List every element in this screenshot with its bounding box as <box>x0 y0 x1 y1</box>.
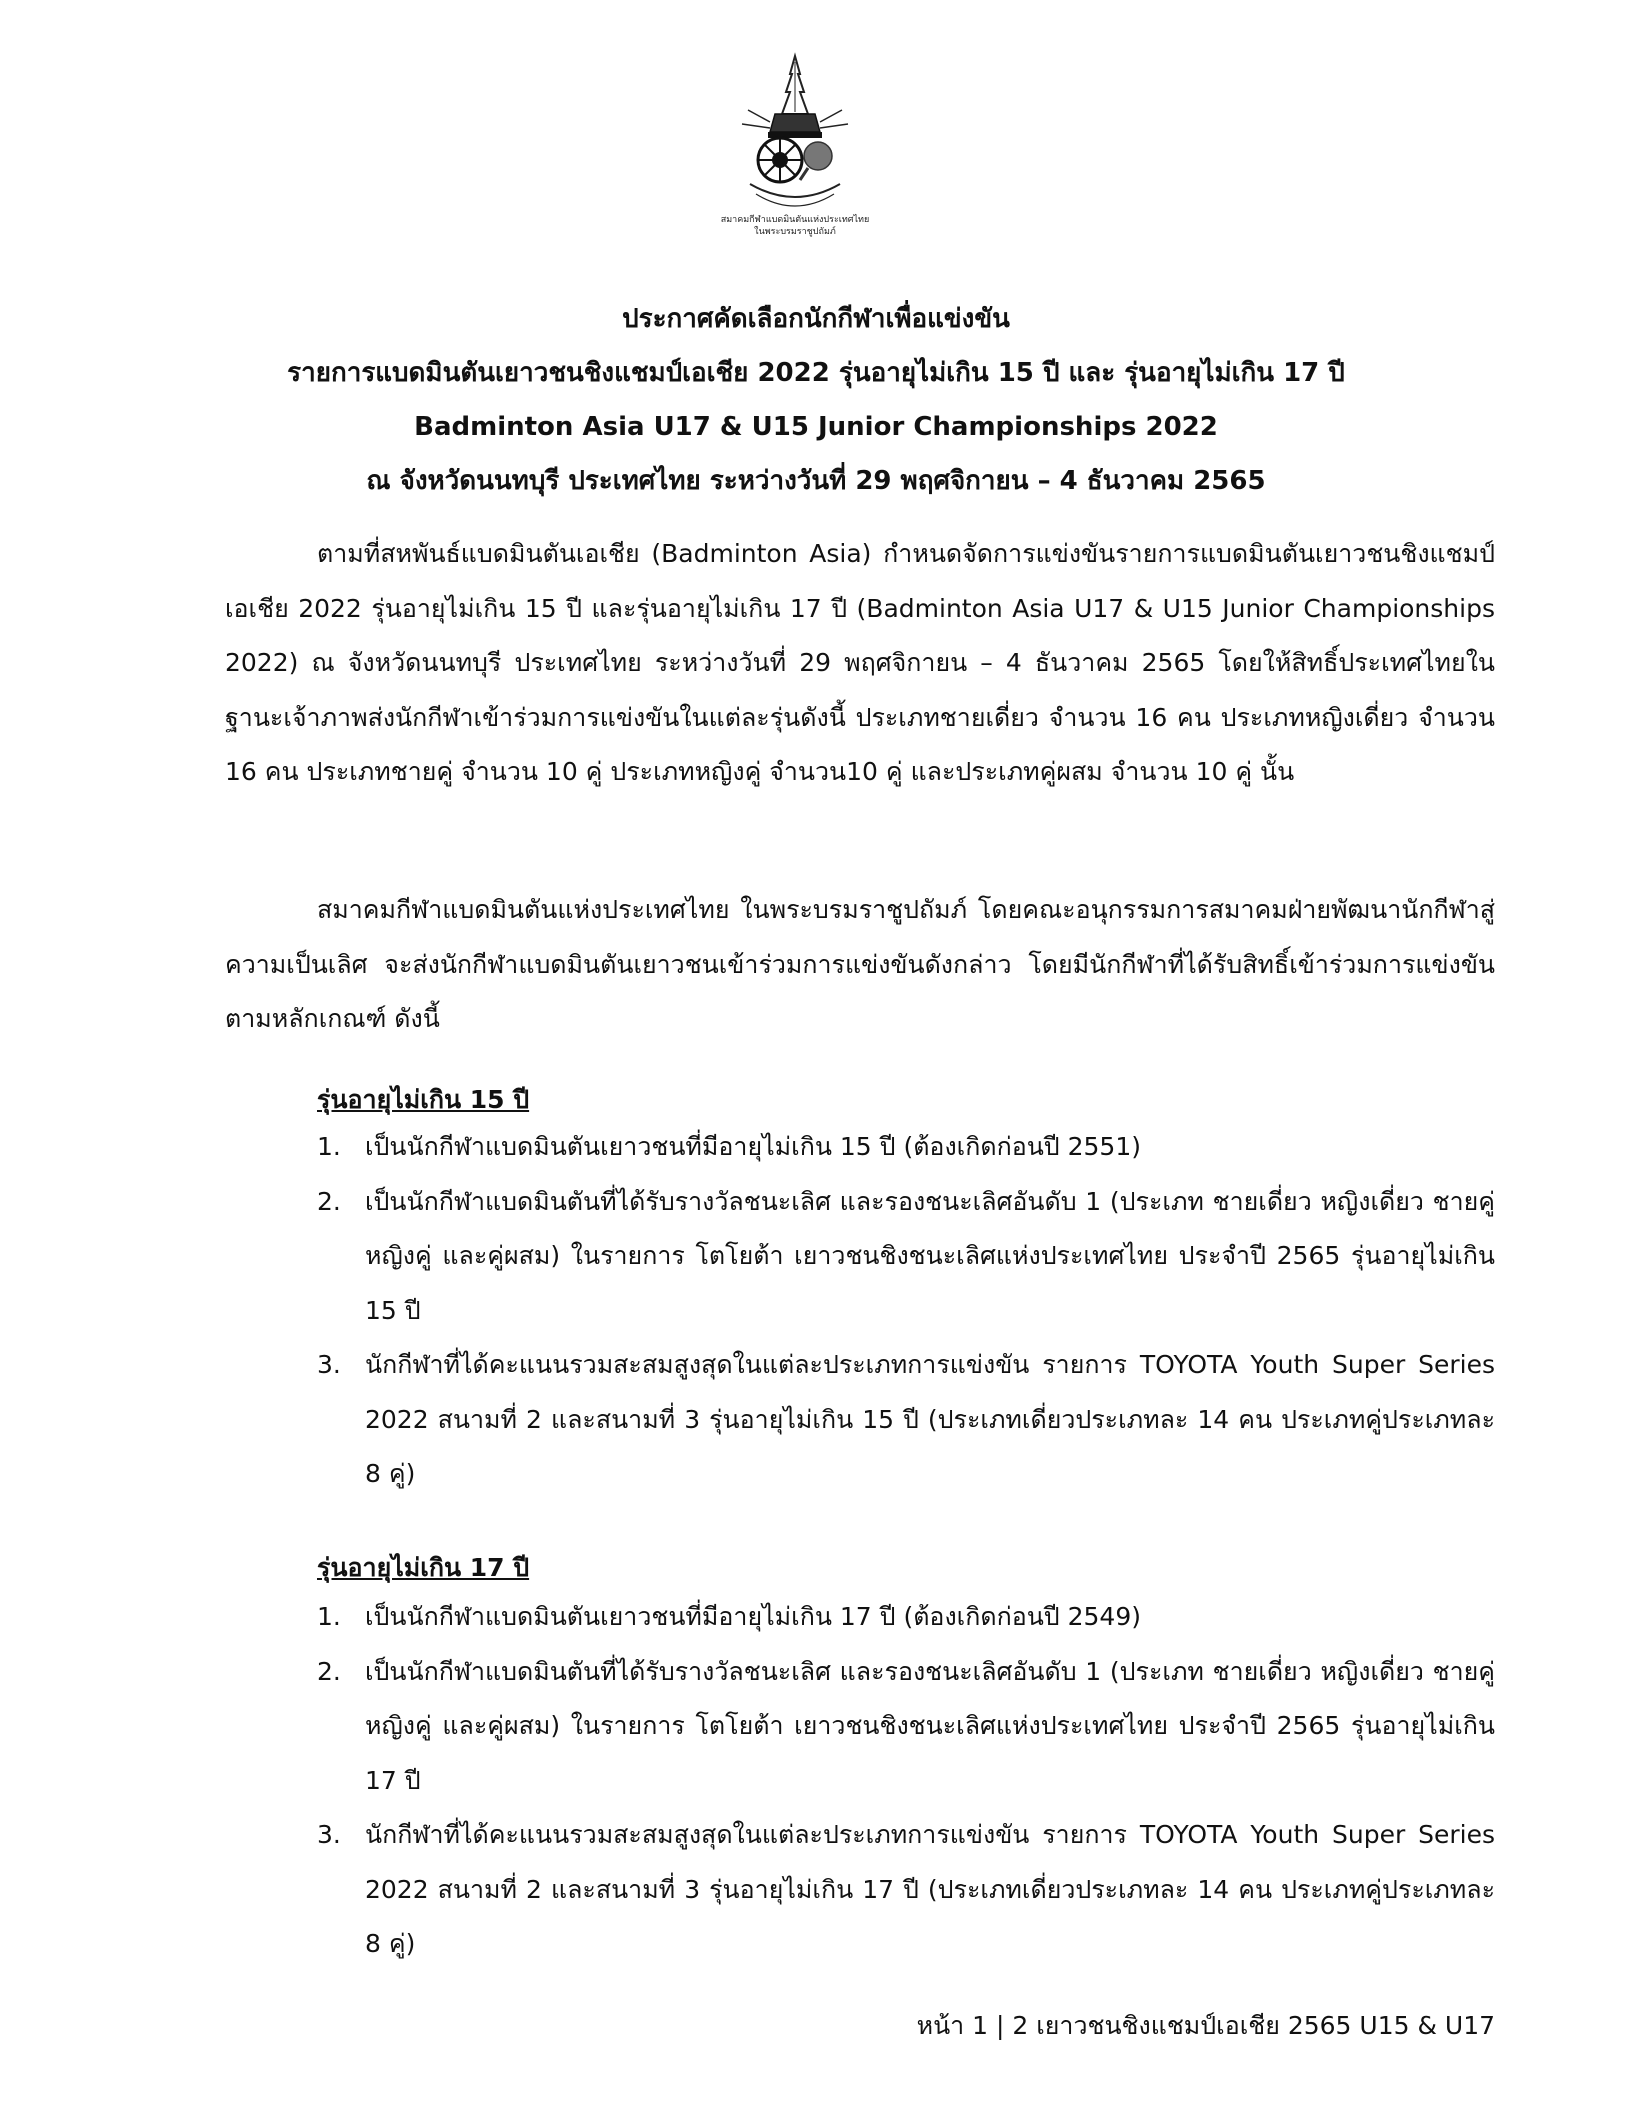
list-item-number: 2. <box>317 1186 341 1216</box>
section-u17-list <box>317 1590 1495 1972</box>
section-u15-list <box>317 1120 1495 1502</box>
list-item-number: 3. <box>317 1820 341 1849</box>
section-u17-title: รุ่นอายุไม่เกิน 17 ปี <box>317 1553 530 1582</box>
emblem-text-2: ในพระบรมราชูปถัมภ์ <box>754 227 836 237</box>
title-line-1: ประกาศคัดเลือกนักกีฬาเพื่อแข่งขัน <box>622 304 1010 334</box>
list-item-number: 2. <box>317 1656 341 1686</box>
list-item-number: 1. <box>317 1132 341 1161</box>
list-item-text: นักกีฬาที่ได้คะแนนรวมสะสมสูงสุดในแต่ละประเภทการแข่งขัน รายการ TOYOTA Youth Super Series 2022 สนามที่ 2 และสนามที่ 3 รุ่นอายุไม่เกิน 17 ปี (ประเภทเดี่ยวประเภทละ 14 คน ประเภทคู่ประเภทละ 8 คู่) <box>365 1820 1495 1958</box>
list-item <box>317 1645 1495 1809</box>
title-line-3: Badminton Asia U17 & U15 Junior Championships 2022 <box>414 412 1218 442</box>
page-footer: หน้า 1 | 2 เยาวชนชิงแชมป์เอเชีย 2565 U15 & U17 <box>916 2011 1495 2040</box>
title-line-2: รายการแบดมินตันเยาวชนชิงแชมป์เอเชีย 2022 รุ่นอายุไม่เกิน 15 ปี และ รุ่นอายุไม่เกิน 17 ปี <box>287 358 1345 388</box>
list-item-number: 1. <box>317 1602 341 1631</box>
list-item-text: เป็นนักกีฬาแบดมินตันที่ได้รับรางวัลชนะเลิศ และรองชนะเลิศอันดับ 1 (ประเภท ชายเดี่ยว หญิงเดี่ยว ชายคู่ หญิงคู่ และคู่ผสม) ในรายการ โตโยต้า เยาวชนชิงชนะเลิศแห่งประเทศไทย ประจำปี 2565 รุ่นอายุไม่เกิน 15 ปี <box>365 1186 1495 1325</box>
title-line-4: ณ จังหวัดนนทบุรี ประเทศไทย ระหว่างวันที่ 29 พฤศจิกายน – 4 ธันวาคม 2565 <box>366 466 1266 496</box>
list-item-text: นักกีฬาที่ได้คะแนนรวมสะสมสูงสุดในแต่ละประเภทการแข่งขัน รายการ TOYOTA Youth Super Series 2022 สนามที่ 2 และสนามที่ 3 รุ่นอายุไม่เกิน 15 ปี (ประเภทเดี่ยวประเภทละ 14 คน ประเภทคู่ประเภทละ 8 คู่) <box>365 1350 1495 1488</box>
list-item-number: 3. <box>317 1350 341 1379</box>
emblem-icon <box>720 52 870 238</box>
list-item <box>317 1120 1495 1175</box>
paragraph-selection: สมาคมกีฬาแบดมินตันแห่งประเทศไทย ในพระบรมราชูปถัมภ์ โดยคณะอนุกรรมการสมาคมฝ่ายพัฒนานักกีฬาสู่ความเป็นเลิศ จะส่งนักกีฬาแบดมินตันเยาวชนเข้าร่วมการแข่งขันดังกล่าว โดยมีนักกีฬาที่ได้รับสิทธิ์เข้าร่วมการแข่งขัน ตามหลักเกณฑ์ ดังนี้ <box>225 895 1495 1033</box>
list-item-text: เป็นนักกีฬาแบดมินตันเยาวชนที่มีอายุไม่เกิน 17 ปี (ต้องเกิดก่อนปี 2549) <box>365 1602 1142 1631</box>
document-headings <box>180 292 1452 508</box>
paragraph-intro: ตามที่สหพันธ์แบดมินตันเอเชีย (Badminton Asia) กำหนดจัดการแข่งขันรายการแบดมินตันเยาวชนชิงแชมป์เอเชีย 2022 รุ่นอายุไม่เกิน 15 ปี และรุ่นอายุไม่เกิน 17 ปี (Badminton Asia U17 & U15 Junior Championships 2022) ณ จังหวัดนนทบุรี ประเทศไทย ระหว่างวันที่ 29 พฤศจิกายน – 4 ธันวาคม 2565 โดยให้สิทธิ์ประเทศไทยในฐานะเจ้าภาพส่งนักกีฬาเข้าร่วมการแข่งขันในแต่ละรุ่นดังนี้ ประเภทชายเดี่ยว จำนวน 16 คน ประเภทหญิงเดี่ยว จำนวน 16 คน ประเภทชายคู่ จำนวน 10 คู่ ประเภทหญิงคู่ จำนวน10 คู่ และประเภทคู่ผสม จำนวน 10 คู่ นั้น <box>225 539 1495 786</box>
emblem-text-1: สมาคมกีฬาแบดมินตันแห่งประเทศไทย <box>720 215 870 225</box>
list-item-text: เป็นนักกีฬาแบดมินตันที่ได้รับรางวัลชนะเลิศ และรองชนะเลิศอันดับ 1 (ประเภท ชายเดี่ยว หญิงเดี่ยว ชายคู่ หญิงคู่ และคู่ผสม) ในรายการ โตโยต้า เยาวชนชิงชนะเลิศแห่งประเทศไทย ประจำปี 2565 รุ่นอายุไม่เกิน 17 ปี <box>365 1656 1495 1795</box>
list-item <box>317 1808 1495 1972</box>
list-item <box>317 1590 1495 1645</box>
list-item <box>317 1175 1495 1339</box>
section-u15-title: รุ่นอายุไม่เกิน 15 ปี <box>317 1085 530 1114</box>
list-item-text: เป็นนักกีฬาแบดมินตันเยาวชนที่มีอายุไม่เกิน 15 ปี (ต้องเกิดก่อนปี 2551) <box>365 1132 1142 1161</box>
list-item <box>317 1338 1495 1502</box>
